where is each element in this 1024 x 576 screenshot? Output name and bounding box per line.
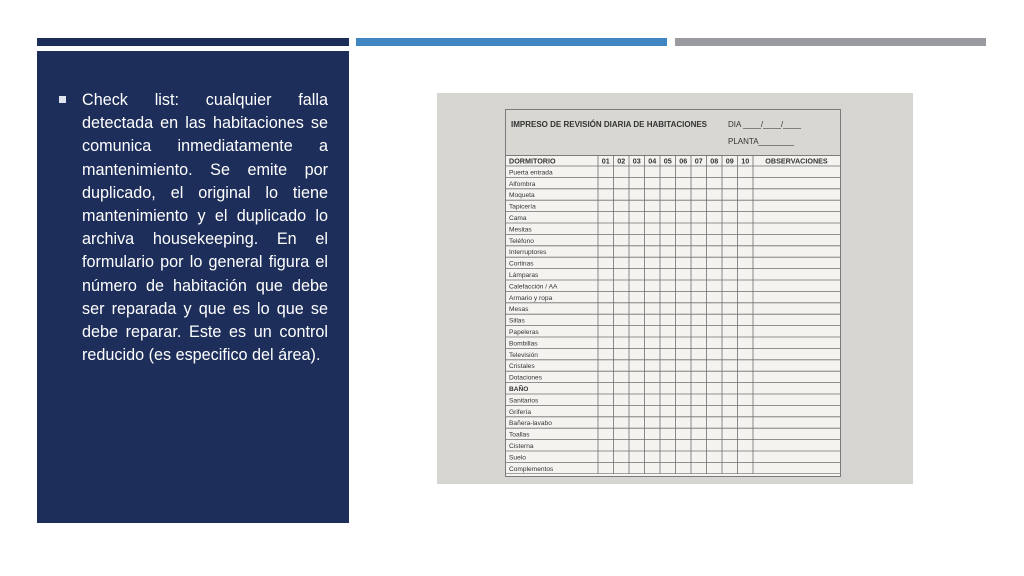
top-accent-bar-navy bbox=[37, 38, 349, 46]
form-grid bbox=[506, 155, 840, 474]
form-row-label: Teléfono bbox=[509, 237, 534, 245]
form-day-column-header: 08 bbox=[710, 156, 719, 166]
form-row-label: Cama bbox=[509, 215, 527, 222]
form-row-label: Cristales bbox=[509, 363, 535, 371]
form-day-column-header: 07 bbox=[694, 156, 703, 166]
form-row-label: Mesas bbox=[509, 306, 529, 314]
top-accent-bar-blue bbox=[356, 38, 667, 46]
form-day-column-header: 04 bbox=[648, 156, 657, 166]
form-day-column-header: 05 bbox=[663, 156, 672, 166]
form-day-column-header: 02 bbox=[617, 156, 626, 166]
form-row-label: Televisión bbox=[509, 351, 538, 359]
form-row-label: Moqueta bbox=[509, 192, 535, 200]
form-row-label: Suelo bbox=[509, 454, 526, 462]
form-row-label: Complementos bbox=[509, 465, 554, 473]
form-title: IMPRESO DE REVISIÓN DIARIA DE HABITACIONES bbox=[511, 120, 708, 129]
form-row-label: Sillas bbox=[509, 317, 525, 325]
form-row-label: Cisterna bbox=[509, 443, 534, 450]
form-row-label: Lámparas bbox=[509, 272, 539, 279]
form-day-column-header: 03 bbox=[632, 156, 641, 166]
form-row-label: Toallas bbox=[509, 431, 530, 439]
form-row-label: Bombillas bbox=[509, 340, 538, 348]
top-accent-bar-gray bbox=[675, 38, 986, 46]
form-date-field: DIA ____/____/____ bbox=[728, 120, 801, 129]
form-floor-field: PLANTA________ bbox=[728, 137, 795, 146]
form-day-column-header: 06 bbox=[679, 156, 688, 166]
form-row-label: Papeleras bbox=[509, 329, 539, 336]
form-row-label: Armario y ropa bbox=[509, 294, 553, 302]
form-row-label: Sanitarios bbox=[509, 397, 539, 405]
form-row-label: Bañera-lavabo bbox=[509, 420, 552, 428]
form-column-header-dormitorio: DORMITORIO bbox=[509, 156, 556, 166]
text-panel bbox=[37, 51, 349, 523]
form-row-label: Puerta entrada bbox=[509, 169, 553, 177]
form-row-label: BAÑO bbox=[509, 386, 529, 393]
form-day-column-header: 10 bbox=[741, 156, 750, 166]
form-row-label: Dotaciones bbox=[509, 374, 542, 382]
form-column-header-observaciones: OBSERVACIONES bbox=[765, 156, 828, 166]
form-row-label: Mesitas bbox=[509, 226, 532, 234]
form-day-column-header: 01 bbox=[601, 156, 610, 166]
form-row-label: Interruptores bbox=[509, 249, 547, 257]
checklist-form-image bbox=[437, 93, 913, 484]
form-row-label: Tapicería bbox=[509, 203, 536, 211]
bullet-paragraph: Check list: cualquier falla detectada en las habitaciones se comunica inmediatamente a mantenimiento. Se emite por duplicado, el original lo tiene mantenimiento y el duplicado lo archiva housekeeping. En el formulario por lo general figura el número de habitación que debe ser reparada y que es lo que se debe reparar. Este es un control reducido (es especifico del área). bbox=[82, 91, 328, 365]
form-row-label: Cortinas bbox=[509, 260, 534, 268]
form-row-label: Grifería bbox=[509, 408, 531, 416]
form-day-column-header: 09 bbox=[725, 156, 734, 166]
square-bullet-icon bbox=[59, 96, 66, 103]
form-row-label: Calefacción / AA bbox=[509, 283, 558, 291]
form-row-label: Alfombra bbox=[509, 180, 536, 188]
form-sheet bbox=[505, 109, 841, 477]
form-header bbox=[506, 110, 840, 156]
